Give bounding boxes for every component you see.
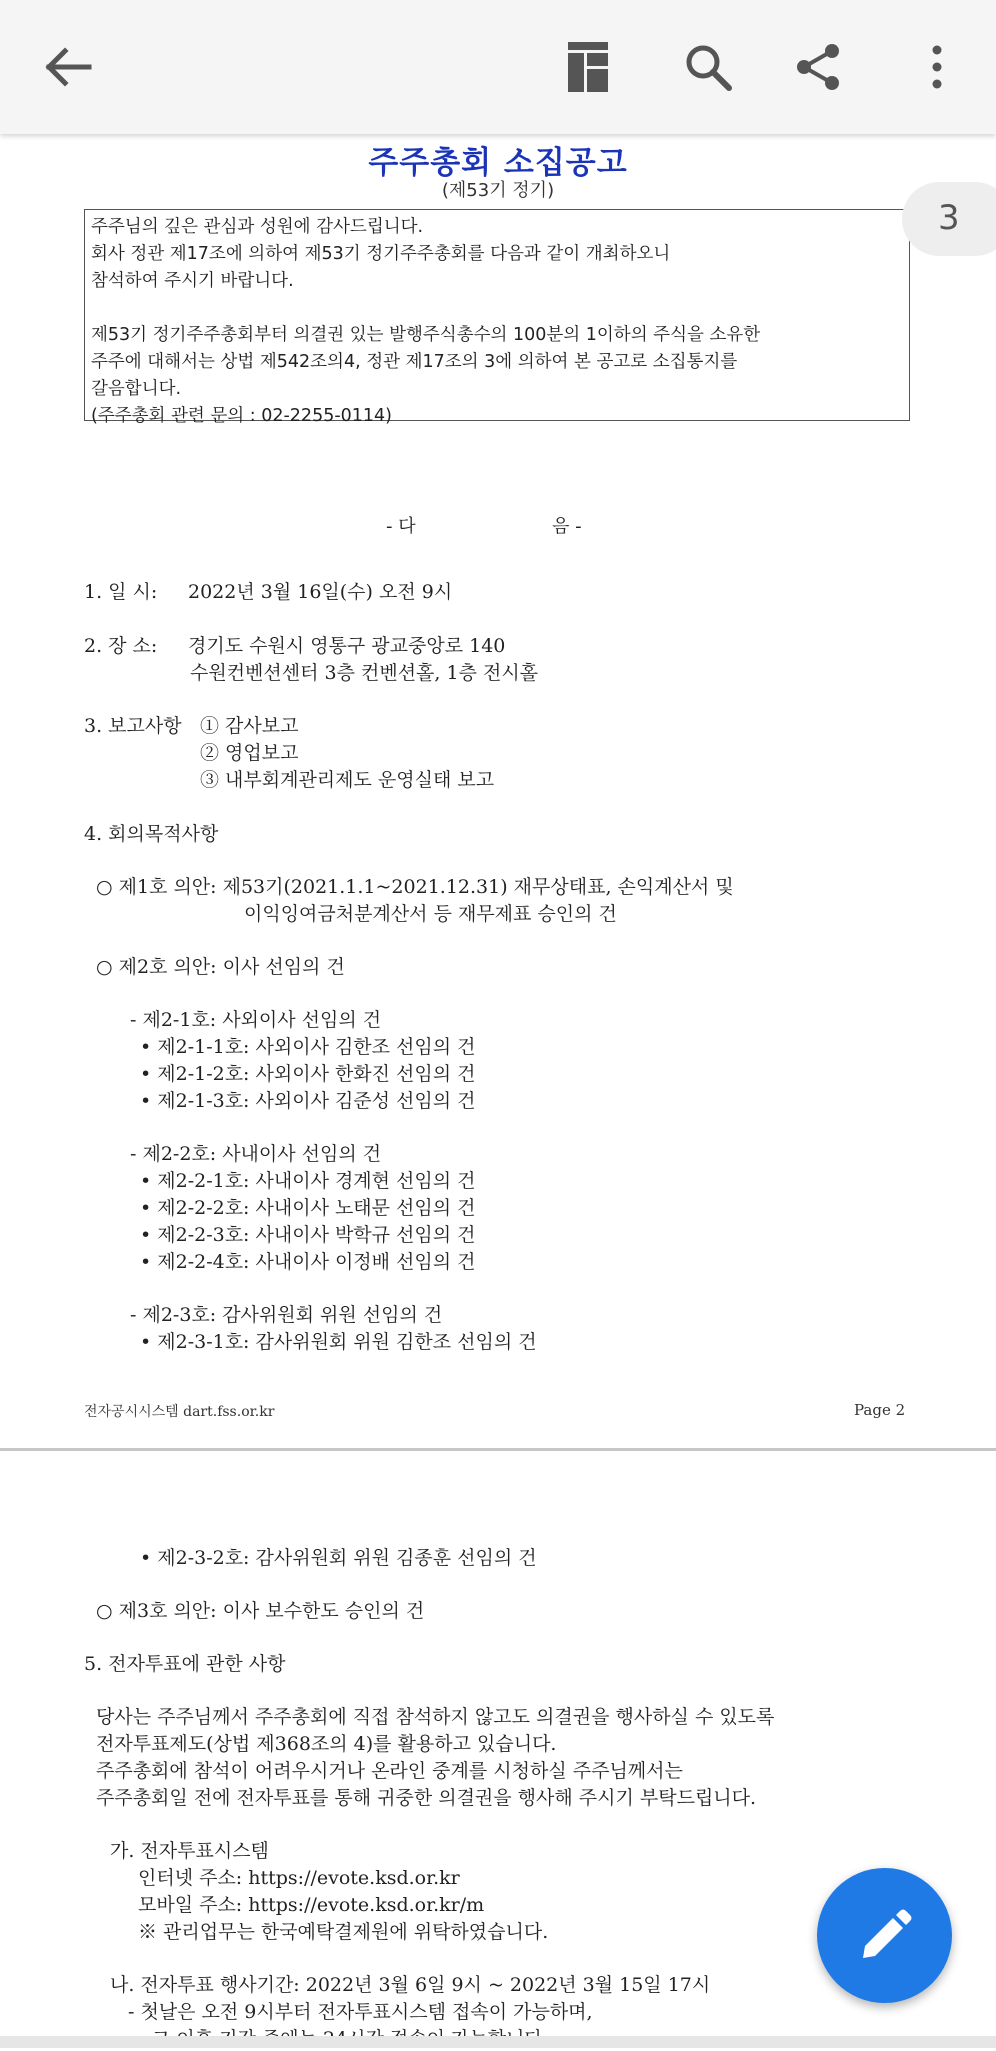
agenda2-2-item: • 제2-2-1호: 사내이사 경계현 선임의 건 [140,1170,476,1192]
section-heading-right: 음 - [552,516,582,537]
item2-value: 경기도 수원시 영통구 광교중앙로 140 [188,635,506,657]
page-footer-number: Page 2 [854,1401,906,1419]
ga-line: 모바일 주소: https://evote.ksd.or.kr/m [138,1894,485,1916]
ga-label: 가. 전자투표시스템 [110,1840,269,1862]
item5-paragraph-line: 주주총회에 참석이 어려우시거나 온라인 중계를 시청하실 주주님께서는 [96,1760,683,1782]
arrow-left-icon [43,47,93,87]
share-icon [794,43,842,91]
item3-line: ① 감사보고 [200,715,299,737]
na-label: 나. 전자투표 행사기간: 2022년 3월 6일 9시 ~ 2022년 3월 15일 17시 [110,1974,711,1996]
item5-paragraph-line: 당사는 주주님께서 주주총회에 직접 참석하지 않고도 의결권을 행사하실 수 있도록 [96,1706,775,1728]
page-number-badge [902,182,996,256]
item2-value-2: 수원컨벤션센터 3층 컨벤션홀, 1층 전시홀 [190,662,539,684]
notice-box [84,209,910,426]
agenda2-2-item: • 제2-2-4호: 사내이사 이정배 선임의 건 [140,1251,476,1273]
agenda2-1-item: • 제2-1-1호: 사외이사 김한조 선임의 건 [140,1036,476,1058]
agenda2-3-2: • 제2-3-2호: 감사위원회 위원 김종훈 선임의 건 [140,1547,537,1569]
agenda2-1-item: • 제2-1-3호: 사외이사 김준성 선임의 건 [140,1090,476,1112]
notice-line: (주주총회 관련 문의 : 02-2255-0114) [91,406,393,426]
item3-line: ③ 내부회계관리제도 운영실태 보고 [200,769,495,791]
search-button[interactable] [668,27,748,107]
notice-line: 회사 정관 제17조에 의하여 제53기 정기주주총회를 다음과 같이 개최하오니 [91,244,671,264]
search-icon [684,43,732,91]
agenda2-2-item: • 제2-2-2호: 사내이사 노태문 선임의 건 [140,1197,476,1219]
agenda2-2-item: • 제2-2-3호: 사내이사 박학규 선임의 건 [140,1224,476,1246]
more-vertical-icon [931,45,943,89]
agenda2-3: - 제2-3호: 감사위원회 위원 선임의 건 [130,1304,443,1326]
edit-pencil-icon [857,1908,913,1964]
document-page-2 [0,134,996,1448]
item1-value: 2022년 3월 16일(수) 오전 9시 [188,581,453,603]
back-button[interactable] [28,27,108,107]
notice-line: 참석하여 주시기 바랍니다. [91,271,294,291]
section-heading-left: - 다 [386,516,416,537]
page-number: 3 [938,198,960,238]
agenda2-3-1: • 제2-3-1호: 감사위원회 위원 김한조 선임의 건 [140,1331,537,1353]
item3-label: 3. 보고사항 [84,715,182,737]
agenda1-line2: 이익잉여금처분계산서 등 재무제표 승인의 건 [244,903,617,925]
notice-line: 주주님의 깊은 관심과 성원에 감사드립니다. [91,217,424,237]
ga-line: ※ 관리업무는 한국예탁결제원에 위탁하였습니다. [138,1921,549,1943]
agenda1-line1: ○ 제1호 의안: 제53기(2021.1.1~2021.12.31) 재무상태표, 손익계산서 및 [96,876,734,898]
page-footer-source: 전자공시시스템 dart.fss.or.kr [84,1404,275,1420]
document-title: 주주총회 소집공고 [368,145,628,181]
document-subtitle: (제53기 정기) [441,180,555,201]
agenda2-1-item: • 제2-1-2호: 사외이사 한화진 선임의 건 [140,1063,476,1085]
agenda2-2: - 제2-2호: 사내이사 선임의 건 [130,1143,382,1165]
item5-label: 5. 전자투표에 관한 사항 [84,1653,286,1675]
item5-paragraph-line: 주주총회일 전에 전자투표를 통해 귀중한 의결권을 행사해 주시기 부탁드립니다. [96,1787,757,1809]
ga-line: 인터넷 주소: https://evote.ksd.or.kr [138,1867,460,1889]
item3-line: ② 영업보고 [200,742,299,764]
document-outline-icon [567,41,609,93]
bottom-edge [0,2036,996,2048]
agenda2: ○ 제2호 의안: 이사 선임의 건 [96,956,345,978]
agenda3: ○ 제3호 의안: 이사 보수한도 승인의 건 [96,1600,425,1622]
notice-line [91,295,903,322]
item4-label: 4. 회의목적사항 [84,823,219,845]
notice-line: 주주에 대해서는 상법 제542조의4, 정관 제17조의 3에 의하여 본 공고로 소집통지를 [91,352,738,372]
item2-label: 2. 장 소: [84,635,158,657]
top-app-bar [0,0,996,134]
share-button[interactable] [778,27,858,107]
edit-fab-button[interactable] [817,1868,952,2003]
item1-label: 1. 일 시: [84,581,158,603]
notice-line: 갈음합니다. [91,379,182,399]
agenda2-1: - 제2-1호: 사외이사 선임의 건 [130,1009,382,1031]
notice-line: 제53기 정기주주총회부터 의결권 있는 발행주식총수의 100분의 1이하의 주식을 소유한 [91,325,761,345]
na-line: - 첫날은 오전 9시부터 전자투표시스템 접속이 가능하며, [128,2001,593,2023]
document-outline-button[interactable] [548,27,628,107]
more-options-button[interactable] [897,27,977,107]
item5-paragraph-line: 전자투표제도(상법 제368조의 4)를 활용하고 있습니다. [96,1733,557,1755]
